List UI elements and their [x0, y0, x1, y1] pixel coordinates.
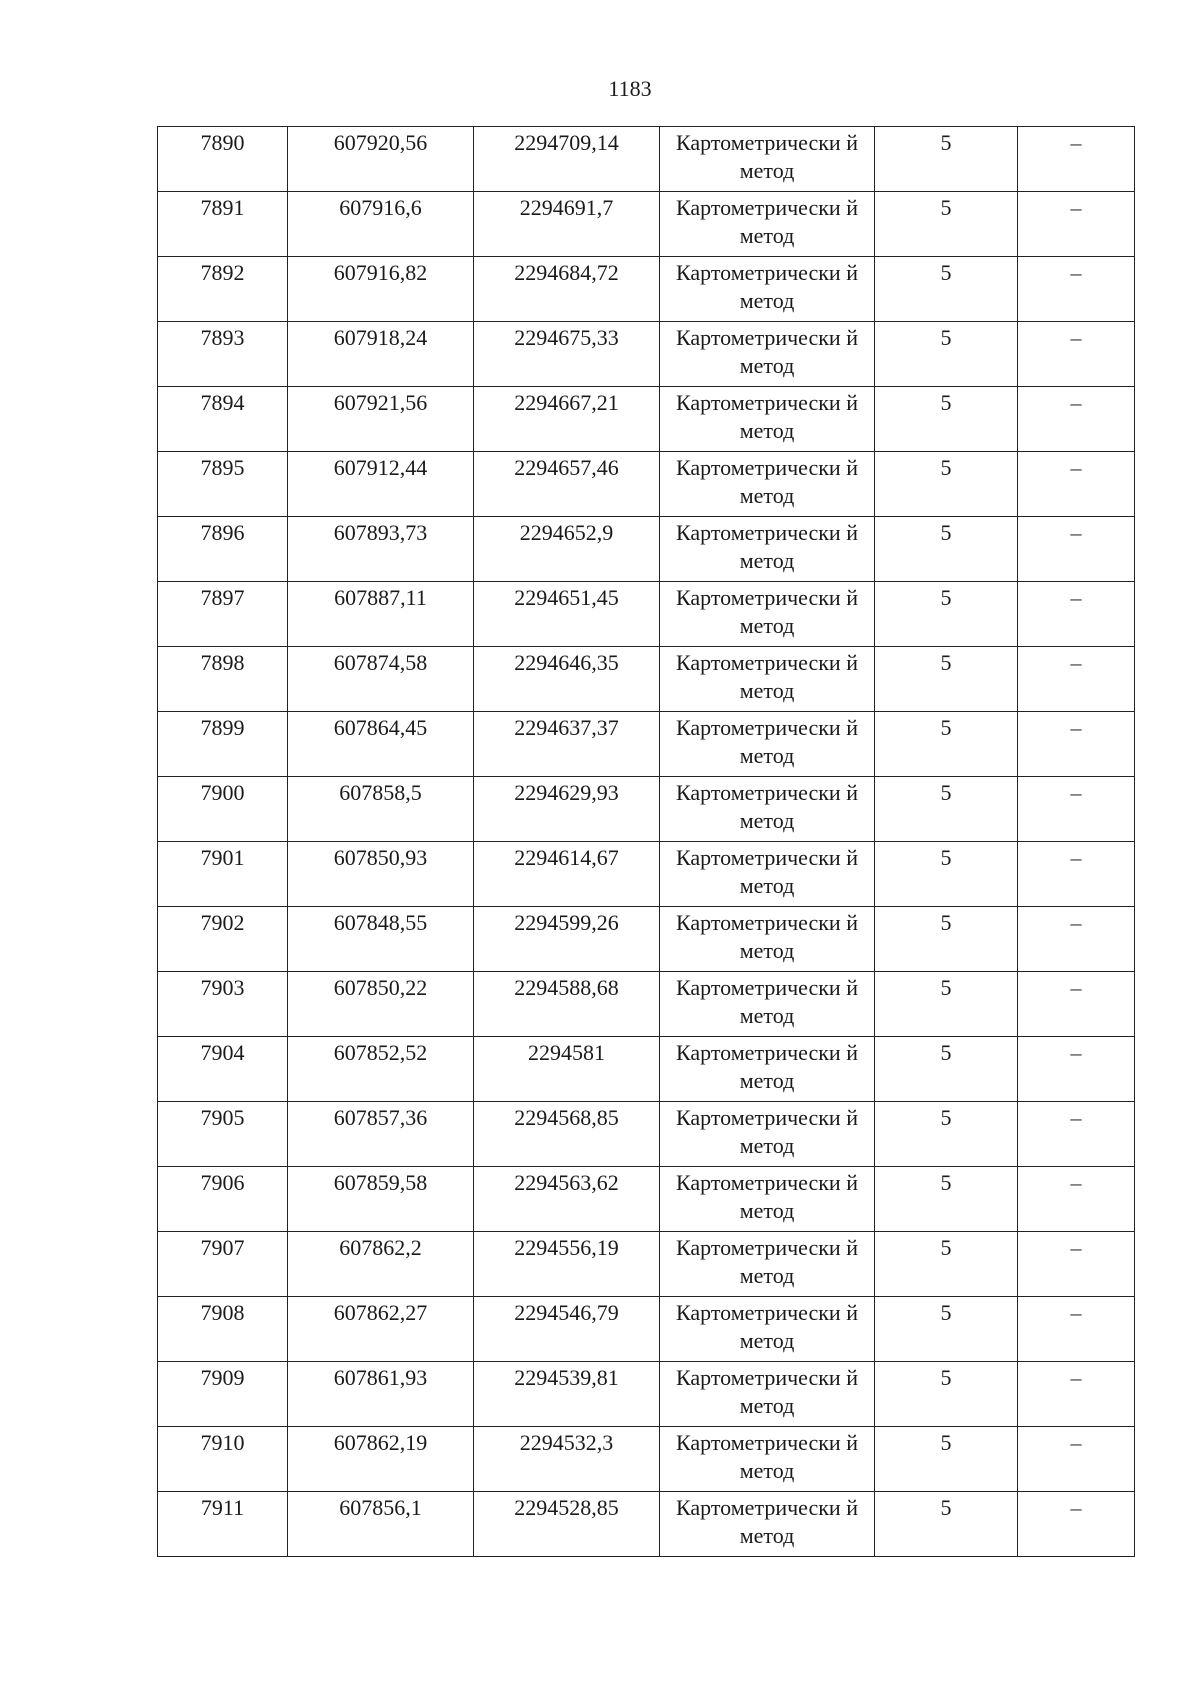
- accuracy-cell: 5: [875, 1167, 1018, 1232]
- accuracy-cell: 5: [875, 1427, 1018, 1492]
- note-cell: –: [1018, 322, 1135, 387]
- point-number-cell: 7895: [158, 452, 288, 517]
- note-cell: –: [1018, 127, 1135, 192]
- method-cell: Картометрически й метод: [660, 777, 875, 842]
- table-row: [158, 452, 1135, 517]
- note-cell: –: [1018, 1232, 1135, 1297]
- x-coordinate-cell: 607850,93: [288, 842, 474, 907]
- y-coordinate-cell: 2294563,62: [474, 1167, 660, 1232]
- x-coordinate-cell: 607921,56: [288, 387, 474, 452]
- accuracy-cell: 5: [875, 582, 1018, 647]
- y-coordinate-cell: 2294614,67: [474, 842, 660, 907]
- point-number-cell: 7902: [158, 907, 288, 972]
- note-cell: –: [1018, 1167, 1135, 1232]
- method-cell: Картометрически й метод: [660, 517, 875, 582]
- point-number-cell: 7898: [158, 647, 288, 712]
- method-cell: Картометрически й метод: [660, 842, 875, 907]
- x-coordinate-cell: 607862,19: [288, 1427, 474, 1492]
- y-coordinate-cell: 2294667,21: [474, 387, 660, 452]
- method-cell: Картометрически й метод: [660, 582, 875, 647]
- method-cell: Картометрически й метод: [660, 127, 875, 192]
- x-coordinate-cell: 607916,82: [288, 257, 474, 322]
- x-coordinate-cell: 607912,44: [288, 452, 474, 517]
- note-cell: –: [1018, 647, 1135, 712]
- y-coordinate-cell: 2294691,7: [474, 192, 660, 257]
- x-coordinate-cell: 607918,24: [288, 322, 474, 387]
- accuracy-cell: 5: [875, 1232, 1018, 1297]
- method-cell: Картометрически й метод: [660, 192, 875, 257]
- y-coordinate-cell: 2294684,72: [474, 257, 660, 322]
- accuracy-cell: 5: [875, 712, 1018, 777]
- accuracy-cell: 5: [875, 1297, 1018, 1362]
- note-cell: –: [1018, 452, 1135, 517]
- y-coordinate-cell: 2294709,14: [474, 127, 660, 192]
- y-coordinate-cell: 2294528,85: [474, 1492, 660, 1557]
- note-cell: –: [1018, 907, 1135, 972]
- x-coordinate-cell: 607887,11: [288, 582, 474, 647]
- y-coordinate-cell: 2294588,68: [474, 972, 660, 1037]
- method-cell: Картометрически й метод: [660, 1427, 875, 1492]
- accuracy-cell: 5: [875, 452, 1018, 517]
- y-coordinate-cell: 2294675,33: [474, 322, 660, 387]
- note-cell: –: [1018, 842, 1135, 907]
- table-row: [158, 842, 1135, 907]
- note-cell: –: [1018, 1492, 1135, 1557]
- accuracy-cell: 5: [875, 647, 1018, 712]
- note-cell: –: [1018, 1037, 1135, 1102]
- note-cell: –: [1018, 192, 1135, 257]
- accuracy-cell: 5: [875, 1037, 1018, 1102]
- point-number-cell: 7893: [158, 322, 288, 387]
- accuracy-cell: 5: [875, 972, 1018, 1037]
- point-number-cell: 7903: [158, 972, 288, 1037]
- note-cell: –: [1018, 1362, 1135, 1427]
- point-number-cell: 7907: [158, 1232, 288, 1297]
- point-number-cell: 7909: [158, 1362, 288, 1427]
- method-cell: Картометрически й метод: [660, 1102, 875, 1167]
- note-cell: –: [1018, 582, 1135, 647]
- note-cell: –: [1018, 972, 1135, 1037]
- table-row: [158, 1037, 1135, 1102]
- y-coordinate-cell: 2294581: [474, 1037, 660, 1102]
- method-cell: Картометрически й метод: [660, 452, 875, 517]
- accuracy-cell: 5: [875, 387, 1018, 452]
- table-row: [158, 1232, 1135, 1297]
- method-cell: Картометрически й метод: [660, 1037, 875, 1102]
- table-row: [158, 1297, 1135, 1362]
- method-cell: Картометрически й метод: [660, 257, 875, 322]
- table-row: [158, 192, 1135, 257]
- method-cell: Картометрически й метод: [660, 1297, 875, 1362]
- x-coordinate-cell: 607893,73: [288, 517, 474, 582]
- point-number-cell: 7894: [158, 387, 288, 452]
- note-cell: –: [1018, 712, 1135, 777]
- note-cell: –: [1018, 517, 1135, 582]
- accuracy-cell: 5: [875, 1362, 1018, 1427]
- x-coordinate-cell: 607862,27: [288, 1297, 474, 1362]
- y-coordinate-cell: 2294651,45: [474, 582, 660, 647]
- method-cell: Картометрически й метод: [660, 712, 875, 777]
- coordinates-table: [157, 126, 1135, 1557]
- table-row: [158, 972, 1135, 1037]
- y-coordinate-cell: 2294599,26: [474, 907, 660, 972]
- accuracy-cell: 5: [875, 1102, 1018, 1167]
- accuracy-cell: 5: [875, 517, 1018, 582]
- table-row: [158, 322, 1135, 387]
- table-row: [158, 1362, 1135, 1427]
- y-coordinate-cell: 2294652,9: [474, 517, 660, 582]
- method-cell: Картометрически й метод: [660, 972, 875, 1037]
- x-coordinate-cell: 607850,22: [288, 972, 474, 1037]
- accuracy-cell: 5: [875, 842, 1018, 907]
- y-coordinate-cell: 2294556,19: [474, 1232, 660, 1297]
- y-coordinate-cell: 2294629,93: [474, 777, 660, 842]
- note-cell: –: [1018, 1427, 1135, 1492]
- method-cell: Картометрически й метод: [660, 1362, 875, 1427]
- point-number-cell: 7897: [158, 582, 288, 647]
- page-number: 1183: [608, 76, 652, 101]
- x-coordinate-cell: 607858,5: [288, 777, 474, 842]
- point-number-cell: 7904: [158, 1037, 288, 1102]
- point-number-cell: 7892: [158, 257, 288, 322]
- method-cell: Картометрически й метод: [660, 1167, 875, 1232]
- y-coordinate-cell: 2294546,79: [474, 1297, 660, 1362]
- method-cell: Картометрически й метод: [660, 907, 875, 972]
- x-coordinate-cell: 607874,58: [288, 647, 474, 712]
- table-row: [158, 1427, 1135, 1492]
- point-number-cell: 7906: [158, 1167, 288, 1232]
- y-coordinate-cell: 2294646,35: [474, 647, 660, 712]
- method-cell: Картометрически й метод: [660, 1492, 875, 1557]
- table-row: [158, 582, 1135, 647]
- table-row: [158, 647, 1135, 712]
- point-number-cell: 7900: [158, 777, 288, 842]
- point-number-cell: 7890: [158, 127, 288, 192]
- x-coordinate-cell: 607861,93: [288, 1362, 474, 1427]
- x-coordinate-cell: 607916,6: [288, 192, 474, 257]
- note-cell: –: [1018, 387, 1135, 452]
- point-number-cell: 7899: [158, 712, 288, 777]
- accuracy-cell: 5: [875, 192, 1018, 257]
- point-number-cell: 7910: [158, 1427, 288, 1492]
- note-cell: –: [1018, 777, 1135, 842]
- table-row: [158, 907, 1135, 972]
- table-row: [158, 1102, 1135, 1167]
- point-number-cell: 7908: [158, 1297, 288, 1362]
- accuracy-cell: 5: [875, 907, 1018, 972]
- note-cell: –: [1018, 257, 1135, 322]
- x-coordinate-cell: 607852,52: [288, 1037, 474, 1102]
- note-cell: –: [1018, 1297, 1135, 1362]
- point-number-cell: 7911: [158, 1492, 288, 1557]
- table-row: [158, 387, 1135, 452]
- y-coordinate-cell: 2294532,3: [474, 1427, 660, 1492]
- x-coordinate-cell: 607862,2: [288, 1232, 474, 1297]
- x-coordinate-cell: 607864,45: [288, 712, 474, 777]
- table-body: [158, 127, 1135, 1557]
- x-coordinate-cell: 607848,55: [288, 907, 474, 972]
- table-row: [158, 712, 1135, 777]
- accuracy-cell: 5: [875, 777, 1018, 842]
- method-cell: Картометрически й метод: [660, 647, 875, 712]
- x-coordinate-cell: 607856,1: [288, 1492, 474, 1557]
- method-cell: Картометрически й метод: [660, 387, 875, 452]
- x-coordinate-cell: 607920,56: [288, 127, 474, 192]
- table-row: [158, 1167, 1135, 1232]
- x-coordinate-cell: 607859,58: [288, 1167, 474, 1232]
- table-row: [158, 777, 1135, 842]
- table-row: [158, 1492, 1135, 1557]
- method-cell: Картометрически й метод: [660, 322, 875, 387]
- y-coordinate-cell: 2294657,46: [474, 452, 660, 517]
- accuracy-cell: 5: [875, 1492, 1018, 1557]
- y-coordinate-cell: 2294637,37: [474, 712, 660, 777]
- y-coordinate-cell: 2294539,81: [474, 1362, 660, 1427]
- point-number-cell: 7891: [158, 192, 288, 257]
- method-cell: Картометрически й метод: [660, 1232, 875, 1297]
- table-row: [158, 127, 1135, 192]
- accuracy-cell: 5: [875, 127, 1018, 192]
- y-coordinate-cell: 2294568,85: [474, 1102, 660, 1167]
- x-coordinate-cell: 607857,36: [288, 1102, 474, 1167]
- table-row: [158, 517, 1135, 582]
- accuracy-cell: 5: [875, 322, 1018, 387]
- point-number-cell: 7901: [158, 842, 288, 907]
- table-row: [158, 257, 1135, 322]
- point-number-cell: 7896: [158, 517, 288, 582]
- accuracy-cell: 5: [875, 257, 1018, 322]
- point-number-cell: 7905: [158, 1102, 288, 1167]
- note-cell: –: [1018, 1102, 1135, 1167]
